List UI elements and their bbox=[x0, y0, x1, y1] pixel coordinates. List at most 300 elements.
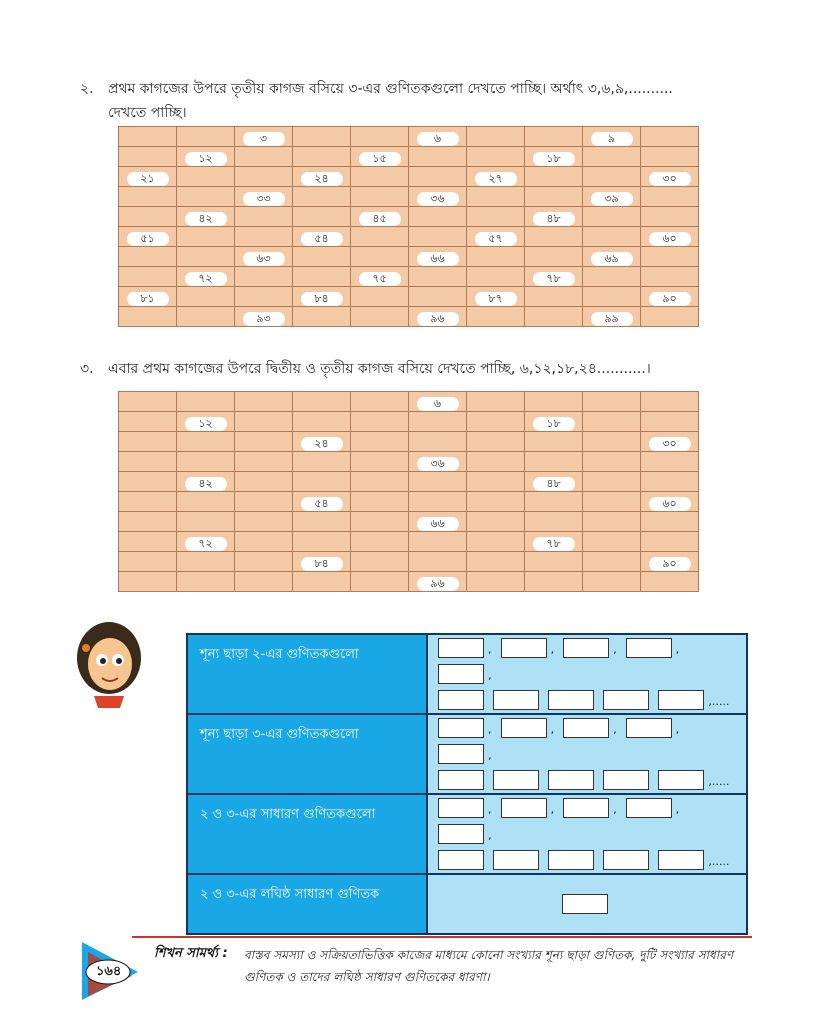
grid-cell bbox=[525, 147, 583, 167]
grid-row bbox=[119, 452, 699, 472]
multiples-grid-3 bbox=[118, 126, 699, 327]
grid-cell bbox=[235, 167, 293, 187]
row-label-multiples-of-2: শূন্য ছাড়া ২-এর গুণিতকগুলো bbox=[187, 634, 427, 714]
grid-cell bbox=[293, 207, 351, 227]
grid-cell bbox=[177, 127, 235, 147]
grid-cell bbox=[409, 492, 467, 512]
grid-cell bbox=[351, 572, 409, 592]
multiple-value: ৬৬ bbox=[417, 252, 459, 266]
grid-row bbox=[119, 572, 699, 592]
question-2-continued bbox=[108, 102, 187, 124]
grid-cell bbox=[409, 147, 467, 167]
multiple-value: ১৫ bbox=[359, 152, 401, 166]
learning-outcome-text: বাস্তব সমস্যা ও সক্রিয়তাভিত্তিক কাজের মাধ্যমে কোনো সংখ্যার শূন্য ছাড়া গুণিতক, দুটি সংখ্যার সাধারণ গুণিতক ও তাদের লঘিষ্ঠ সাধারণ গুণিতকের ধারণা। bbox=[244, 948, 734, 984]
answer-cell-multiples-of-2: , , , , , ,..... bbox=[427, 634, 747, 714]
answer-box[interactable] bbox=[493, 770, 539, 790]
multiple-value: ৩০ bbox=[649, 172, 691, 186]
answer-box[interactable] bbox=[603, 850, 649, 870]
multiple-value: ৬ bbox=[417, 397, 459, 411]
grid-cell bbox=[177, 492, 235, 512]
answer-box[interactable] bbox=[438, 638, 484, 658]
grid-cell bbox=[235, 392, 293, 412]
grid-cell bbox=[641, 392, 699, 412]
grid-cell bbox=[293, 147, 351, 167]
grid-row bbox=[119, 392, 699, 412]
grid-cell bbox=[641, 472, 699, 492]
grid-cell bbox=[409, 287, 467, 307]
answer-box[interactable] bbox=[493, 850, 539, 870]
question-number: ৩. bbox=[80, 361, 94, 377]
multiple-value: ৯ bbox=[591, 132, 633, 146]
grid-cell bbox=[409, 532, 467, 552]
grid-cell bbox=[409, 412, 467, 432]
grid-cell bbox=[177, 187, 235, 207]
multiple-value: ৬৯ bbox=[591, 252, 633, 266]
multiple-value: ৯৩ bbox=[243, 312, 285, 326]
answer-box[interactable] bbox=[563, 718, 609, 738]
grid-cell bbox=[293, 412, 351, 432]
answer-box[interactable] bbox=[548, 690, 594, 710]
grid-cell bbox=[177, 392, 235, 412]
grid-cell bbox=[409, 267, 467, 287]
answer-box[interactable] bbox=[658, 690, 704, 710]
grid-cell bbox=[409, 572, 467, 592]
grid-cell bbox=[351, 452, 409, 472]
grid-cell bbox=[525, 247, 583, 267]
grid-cell bbox=[467, 552, 525, 572]
grid-cell bbox=[119, 147, 177, 167]
answer-box[interactable] bbox=[658, 850, 704, 870]
grid-cell bbox=[409, 207, 467, 227]
grid-cell bbox=[119, 572, 177, 592]
grid-cell bbox=[641, 247, 699, 267]
grid-cell bbox=[409, 307, 467, 327]
grid-cell bbox=[641, 267, 699, 287]
grid-cell bbox=[467, 512, 525, 532]
grid-cell bbox=[351, 512, 409, 532]
grid-cell bbox=[351, 412, 409, 432]
grid-cell bbox=[409, 512, 467, 532]
answer-box[interactable] bbox=[438, 798, 484, 818]
grid-cell bbox=[409, 472, 467, 492]
answer-cell-lcm bbox=[427, 874, 747, 934]
multiple-value: ৬৬ bbox=[417, 517, 459, 531]
grid-cell bbox=[351, 167, 409, 187]
grid-cell bbox=[351, 532, 409, 552]
multiple-value: ২১ bbox=[127, 172, 169, 186]
grid-cell bbox=[351, 127, 409, 147]
grid-cell bbox=[119, 392, 177, 412]
multiple-value: ২৪ bbox=[301, 437, 343, 451]
row-label-lcm: ২ ও ৩-এর লঘিষ্ঠ সাধারণ গুণিতক bbox=[187, 874, 427, 934]
grid-cell bbox=[235, 127, 293, 147]
multiple-value: ১৮ bbox=[533, 417, 575, 431]
grid-cell bbox=[119, 187, 177, 207]
grid-cell bbox=[525, 452, 583, 472]
multiple-value: ৪৮ bbox=[533, 477, 575, 491]
grid-cell bbox=[467, 307, 525, 327]
grid-cell bbox=[583, 167, 641, 187]
grid-cell bbox=[119, 552, 177, 572]
grid-cell bbox=[235, 452, 293, 472]
grid-cell bbox=[525, 307, 583, 327]
answer-box[interactable] bbox=[626, 798, 672, 818]
grid-cell bbox=[583, 127, 641, 147]
grid-cell bbox=[235, 412, 293, 432]
grid-cell bbox=[119, 492, 177, 512]
grid-cell bbox=[351, 147, 409, 167]
grid-row bbox=[119, 187, 699, 207]
grid-row bbox=[119, 127, 699, 147]
grid-cell bbox=[525, 227, 583, 247]
answer-box[interactable] bbox=[563, 638, 609, 658]
girl-illustration bbox=[74, 618, 144, 710]
grid-cell bbox=[583, 227, 641, 247]
grid-cell bbox=[467, 492, 525, 512]
lcm-answer-box[interactable] bbox=[562, 894, 608, 914]
grid-row bbox=[119, 147, 699, 167]
answer-box[interactable] bbox=[548, 850, 594, 870]
grid-cell bbox=[177, 432, 235, 452]
answer-box[interactable] bbox=[658, 770, 704, 790]
grid-row bbox=[119, 532, 699, 552]
answer-box[interactable] bbox=[501, 718, 547, 738]
grid-cell bbox=[641, 432, 699, 452]
multiple-value: ৫৪ bbox=[301, 232, 343, 246]
grid-cell bbox=[293, 307, 351, 327]
multiple-value: ৯০ bbox=[649, 557, 691, 571]
multiple-value: ৬০ bbox=[649, 497, 691, 511]
grid-cell bbox=[583, 512, 641, 532]
grid-cell bbox=[641, 572, 699, 592]
multiple-value: ৪২ bbox=[185, 212, 227, 226]
grid-cell bbox=[641, 307, 699, 327]
multiple-value: ৯৬ bbox=[417, 577, 459, 591]
grid-cell bbox=[351, 187, 409, 207]
grid-cell bbox=[409, 432, 467, 452]
grid-cell bbox=[177, 452, 235, 472]
grid-cell bbox=[525, 512, 583, 532]
grid-cell bbox=[351, 307, 409, 327]
grid-cell bbox=[351, 432, 409, 452]
answer-box[interactable] bbox=[603, 690, 649, 710]
multiple-value: ৬ bbox=[417, 132, 459, 146]
grid-cell bbox=[119, 247, 177, 267]
grid-cell bbox=[293, 452, 351, 472]
grid-cell bbox=[177, 412, 235, 432]
multiple-value: ২৭ bbox=[475, 172, 517, 186]
grid-cell bbox=[409, 167, 467, 187]
answer-box[interactable] bbox=[438, 744, 484, 764]
footer-divider bbox=[132, 936, 752, 938]
answer-box[interactable] bbox=[603, 770, 649, 790]
grid-cell bbox=[583, 532, 641, 552]
answer-box[interactable] bbox=[626, 718, 672, 738]
grid-row bbox=[119, 432, 699, 452]
grid-cell bbox=[293, 392, 351, 412]
grid-cell bbox=[235, 532, 293, 552]
multiple-value: ৮৪ bbox=[301, 557, 343, 571]
grid-cell bbox=[467, 412, 525, 432]
grid-cell bbox=[583, 147, 641, 167]
grid-cell bbox=[409, 187, 467, 207]
grid-cell bbox=[583, 552, 641, 572]
multiple-value: ১৮ bbox=[533, 152, 575, 166]
grid-cell bbox=[525, 552, 583, 572]
grid-cell bbox=[177, 147, 235, 167]
grid-cell bbox=[235, 267, 293, 287]
grid-row bbox=[119, 307, 699, 327]
grid-row bbox=[119, 247, 699, 267]
grid-cell bbox=[583, 287, 641, 307]
answer-box[interactable] bbox=[438, 664, 484, 684]
grid-cell bbox=[293, 532, 351, 552]
grid-cell bbox=[409, 552, 467, 572]
grid-cell bbox=[467, 532, 525, 552]
grid-cell bbox=[235, 307, 293, 327]
grid-row bbox=[119, 167, 699, 187]
grid-cell bbox=[583, 392, 641, 412]
grid-cell bbox=[525, 287, 583, 307]
grid-cell bbox=[293, 492, 351, 512]
grid-cell bbox=[293, 127, 351, 147]
grid-cell bbox=[119, 432, 177, 452]
grid-cell bbox=[467, 392, 525, 412]
grid-row bbox=[119, 412, 699, 432]
grid-cell bbox=[525, 472, 583, 492]
multiple-value: ৯০ bbox=[649, 292, 691, 306]
answer-box[interactable] bbox=[438, 770, 484, 790]
answer-box[interactable] bbox=[548, 770, 594, 790]
grid-cell bbox=[119, 267, 177, 287]
multiples-answer-table bbox=[186, 633, 748, 935]
grid-row bbox=[119, 267, 699, 287]
grid-cell bbox=[293, 267, 351, 287]
grid-cell bbox=[235, 432, 293, 452]
grid-cell bbox=[467, 267, 525, 287]
multiple-value: ৪২ bbox=[185, 477, 227, 491]
grid-cell bbox=[235, 247, 293, 267]
question-text-2: দেখতে পাচ্ছি। bbox=[108, 105, 187, 121]
grid-cell bbox=[467, 187, 525, 207]
ellipsis: ,..... bbox=[708, 774, 730, 788]
grid-cell bbox=[583, 267, 641, 287]
grid-cell bbox=[293, 472, 351, 492]
grid-cell bbox=[119, 307, 177, 327]
grid-cell bbox=[525, 187, 583, 207]
grid-cell bbox=[641, 207, 699, 227]
grid-cell bbox=[583, 432, 641, 452]
grid-cell bbox=[525, 492, 583, 512]
grid-cell bbox=[641, 187, 699, 207]
grid-cell bbox=[351, 207, 409, 227]
grid-cell bbox=[467, 227, 525, 247]
grid-cell bbox=[293, 572, 351, 592]
multiple-value: ৪৮ bbox=[533, 212, 575, 226]
grid-row bbox=[119, 552, 699, 572]
grid-cell bbox=[641, 492, 699, 512]
multiple-value: ৭২ bbox=[185, 272, 227, 286]
answer-box[interactable] bbox=[501, 638, 547, 658]
grid-cell bbox=[235, 287, 293, 307]
grid-cell bbox=[119, 412, 177, 432]
grid-cell bbox=[641, 127, 699, 147]
grid-cell bbox=[525, 167, 583, 187]
grid-cell bbox=[177, 532, 235, 552]
answer-box[interactable] bbox=[438, 850, 484, 870]
grid-cell bbox=[293, 187, 351, 207]
grid-cell bbox=[177, 552, 235, 572]
grid-cell bbox=[235, 512, 293, 532]
multiple-value: ৯৬ bbox=[417, 312, 459, 326]
grid-cell bbox=[351, 492, 409, 512]
grid-cell bbox=[525, 572, 583, 592]
multiple-value: ৬৩ bbox=[243, 252, 285, 266]
grid-cell bbox=[525, 432, 583, 452]
grid-cell bbox=[467, 147, 525, 167]
multiple-value: ৫৪ bbox=[301, 497, 343, 511]
question-number: ২. bbox=[80, 81, 94, 97]
multiple-value: ৭৫ bbox=[359, 272, 401, 286]
grid-cell bbox=[235, 147, 293, 167]
grid-cell bbox=[409, 227, 467, 247]
grid-cell bbox=[351, 552, 409, 572]
multiple-value: ৩ bbox=[243, 132, 285, 146]
grid-cell bbox=[467, 207, 525, 227]
grid-cell bbox=[177, 287, 235, 307]
grid-cell bbox=[119, 227, 177, 247]
grid-cell bbox=[177, 247, 235, 267]
row-label-multiples-of-3: শূন্য ছাড়া ৩-এর গুণিতকগুলো bbox=[187, 714, 427, 794]
grid-cell bbox=[177, 227, 235, 247]
answer-cell-common-multiples: , , , , , ,..... bbox=[427, 794, 747, 874]
grid-cell bbox=[409, 392, 467, 412]
grid-cell bbox=[119, 287, 177, 307]
multiple-value: ৩০ bbox=[649, 437, 691, 451]
grid-cell bbox=[467, 432, 525, 452]
grid-cell bbox=[583, 572, 641, 592]
grid-cell bbox=[119, 167, 177, 187]
multiple-value: ২৪ bbox=[301, 172, 343, 186]
grid-cell bbox=[119, 472, 177, 492]
grid-cell bbox=[119, 452, 177, 472]
grid-cell bbox=[293, 432, 351, 452]
answer-box[interactable] bbox=[493, 690, 539, 710]
multiple-value: ৪৫ bbox=[359, 212, 401, 226]
ellipsis: ,..... bbox=[708, 854, 730, 868]
multiple-value: ৭৮ bbox=[533, 537, 575, 551]
multiples-grid-6 bbox=[118, 391, 699, 592]
answer-box[interactable] bbox=[563, 798, 609, 818]
grid-cell bbox=[409, 452, 467, 472]
ellipsis: ,..... bbox=[708, 694, 730, 708]
multiple-value: ৭৮ bbox=[533, 272, 575, 286]
grid-cell bbox=[177, 572, 235, 592]
grid-cell bbox=[177, 207, 235, 227]
answer-box[interactable] bbox=[501, 798, 547, 818]
grid-cell bbox=[119, 512, 177, 532]
grid-cell bbox=[177, 307, 235, 327]
answer-box[interactable] bbox=[438, 690, 484, 710]
grid-row bbox=[119, 492, 699, 512]
grid-cell bbox=[351, 227, 409, 247]
learning-outcome-label: শিখন সামর্থ্য : bbox=[154, 946, 228, 961]
grid-cell bbox=[583, 412, 641, 432]
grid-cell bbox=[583, 307, 641, 327]
answer-box[interactable] bbox=[438, 824, 484, 844]
question-text: প্রথম কাগজের উপরে তৃতীয় কাগজ বসিয়ে ৩-এর গুণিতকগুলো দেখতে পাচ্ছি। অর্থাৎ ৩,৬,৯,.......... bbox=[108, 81, 673, 97]
multiple-value: ৫১ bbox=[127, 232, 169, 246]
grid-cell bbox=[177, 512, 235, 532]
grid-row bbox=[119, 207, 699, 227]
grid-cell bbox=[177, 167, 235, 187]
grid-cell bbox=[119, 127, 177, 147]
multiple-value: ১২ bbox=[185, 152, 227, 166]
answer-box[interactable] bbox=[438, 718, 484, 738]
grid-cell bbox=[235, 492, 293, 512]
grid-cell bbox=[351, 392, 409, 412]
grid-cell bbox=[525, 127, 583, 147]
grid-cell bbox=[177, 267, 235, 287]
multiple-value: ৫৭ bbox=[475, 232, 517, 246]
grid-cell bbox=[641, 512, 699, 532]
multiple-value: ৩৬ bbox=[417, 457, 459, 471]
grid-cell bbox=[293, 167, 351, 187]
multiple-value: ১২ bbox=[185, 417, 227, 431]
multiple-value: ৯৯ bbox=[591, 312, 633, 326]
grid-cell bbox=[467, 472, 525, 492]
multiple-value: ৩৯ bbox=[591, 192, 633, 206]
grid-cell bbox=[583, 472, 641, 492]
grid-cell bbox=[351, 287, 409, 307]
grid-cell bbox=[641, 452, 699, 472]
grid-cell bbox=[641, 287, 699, 307]
grid-cell bbox=[641, 552, 699, 572]
grid-cell bbox=[235, 187, 293, 207]
multiple-value: ৩৩ bbox=[243, 192, 285, 206]
grid-cell bbox=[641, 227, 699, 247]
grid-cell bbox=[525, 392, 583, 412]
multiple-value: ৮১ bbox=[127, 292, 169, 306]
row-label-common-multiples: ২ ও ৩-এর সাধারণ গুণিতকগুলো bbox=[187, 794, 427, 874]
grid-cell bbox=[525, 532, 583, 552]
multiple-value: ৮৭ bbox=[475, 292, 517, 306]
grid-cell bbox=[583, 247, 641, 267]
grid-cell bbox=[525, 412, 583, 432]
grid-cell bbox=[583, 187, 641, 207]
grid-cell bbox=[467, 452, 525, 472]
grid-cell bbox=[119, 532, 177, 552]
grid-cell bbox=[235, 572, 293, 592]
multiple-value: ৬০ bbox=[649, 232, 691, 246]
grid-cell bbox=[467, 287, 525, 307]
answer-cell-multiples-of-3: , , , , , ,..... bbox=[427, 714, 747, 794]
grid-cell bbox=[293, 552, 351, 572]
grid-cell bbox=[119, 207, 177, 227]
grid-cell bbox=[583, 492, 641, 512]
grid-cell bbox=[351, 247, 409, 267]
grid-cell bbox=[467, 127, 525, 147]
multiple-value: ৭২ bbox=[185, 537, 227, 551]
grid-cell bbox=[525, 207, 583, 227]
answer-box[interactable] bbox=[626, 638, 672, 658]
grid-row bbox=[119, 512, 699, 532]
grid-cell bbox=[641, 532, 699, 552]
grid-cell bbox=[641, 147, 699, 167]
grid-cell bbox=[235, 552, 293, 572]
grid-cell bbox=[293, 247, 351, 267]
grid-cell bbox=[235, 207, 293, 227]
